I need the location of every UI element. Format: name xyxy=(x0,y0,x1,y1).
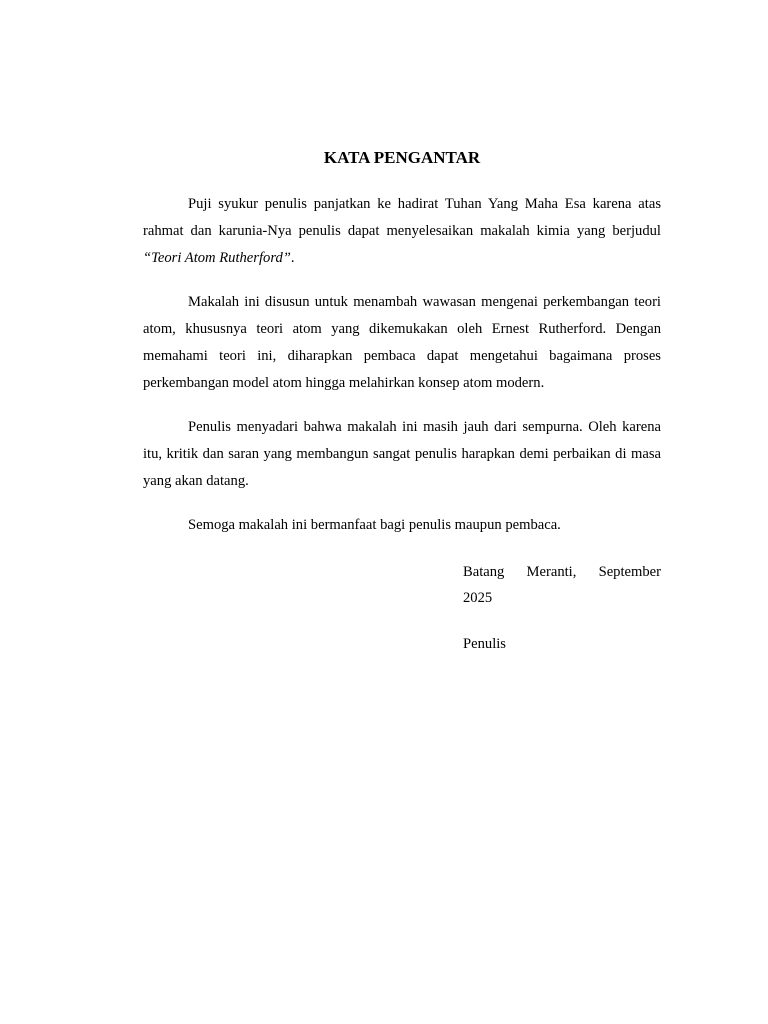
author-signature: Penulis xyxy=(463,636,506,652)
paragraph-intro xyxy=(143,191,661,272)
book-title: Teori Atom Rutherford xyxy=(151,250,283,266)
paragraph-intro-text: Puji syukur penulis panjatkan ke hadirat Tuhan Yang Maha Esa karena atas rahmat dan karunia-Nya penulis dapat menyelesaikan makalah kimia yang berjudul xyxy=(143,196,661,239)
paragraph-closing-wish: Semoga makalah ini bermanfaat bagi penulis maupun pembaca. xyxy=(188,517,561,533)
page-title: KATA PENGANTAR xyxy=(323,148,481,167)
paragraph-acknowledgement: Penulis menyadari bahwa makalah ini masih jauh dari sempurna. Oleh karena itu, kritik dan saran yang membangun sangat penulis harapkan demi perbaikan di masa yang akan datang. xyxy=(143,419,661,489)
book-title-open-quote: “ xyxy=(143,250,152,266)
place-date xyxy=(463,559,661,611)
place-date-year: 2025 xyxy=(463,590,493,606)
book-title-close-quote: ” xyxy=(282,250,291,266)
paragraph-purpose: Makalah ini disusun untuk menambah wawasan mengenai perkembangan teori atom, khususnya teori atom yang dikemukakan oleh Ernest Rutherford. Dengan memahami teori ini, diharapkan pembaca dapat mengetahui bagaimana proses perkembangan model atom hingga melahirkan konsep atom modern. xyxy=(143,294,661,391)
paragraph-intro-end: . xyxy=(290,250,295,266)
place-date-line1: Batang Meranti, September xyxy=(463,564,661,580)
